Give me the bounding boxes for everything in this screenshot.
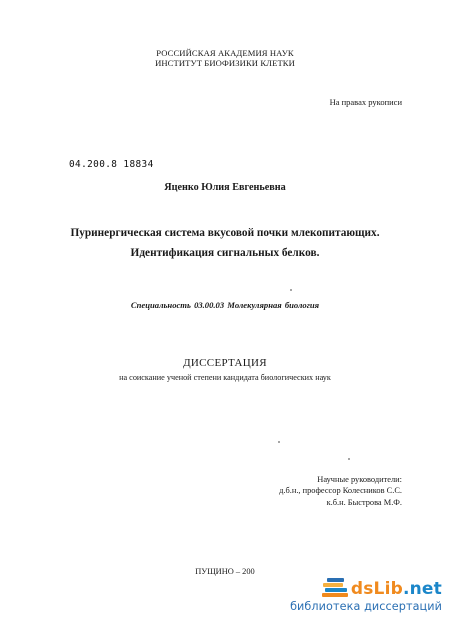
manuscript-note: На правах рукописи bbox=[329, 97, 402, 107]
stacked-books-icon bbox=[320, 577, 350, 599]
advisor-1: д.б.н., профессор Колесников С.С. bbox=[279, 486, 402, 496]
scan-speck bbox=[348, 458, 350, 460]
advisors-heading: Научные руководители: bbox=[317, 475, 402, 484]
thesis-title-line-2: Идентификация сигнальных белков. bbox=[130, 247, 320, 259]
specialty: Специальность 03.00.03 Молекулярная биология bbox=[130, 300, 320, 310]
advisor-2: к.б.н. Быстрова М.Ф. bbox=[326, 497, 402, 507]
watermark-name: dsLib.net bbox=[350, 579, 442, 599]
author-name: Яценко Юлия Евгеньевна bbox=[164, 182, 286, 193]
scan-speck bbox=[290, 289, 292, 291]
thesis-title-line-1: Пуринергическая система вкусовой почки млекопитающих. bbox=[70, 227, 380, 239]
degree-statement: на соискание ученой степени кандидата биологических наук bbox=[119, 373, 331, 382]
city-year: ПУЩИНО – 200 bbox=[195, 567, 255, 576]
advisors-block bbox=[279, 474, 402, 508]
catalog-number: 04.200.8 18834 bbox=[69, 159, 154, 170]
organization-name: РОССИЙСКАЯ АКАДЕМИЯ НАУК bbox=[156, 48, 294, 58]
dslib-watermark bbox=[290, 577, 442, 613]
scan-speck bbox=[278, 441, 280, 443]
watermark-subtitle: библиотека диссертаций bbox=[290, 600, 442, 613]
document-type: ДИССЕРТАЦИЯ bbox=[183, 357, 267, 369]
watermark-brand bbox=[290, 577, 442, 599]
institute-name: ИНСТИТУТ БИОФИЗИКИ КЛЕТКИ bbox=[155, 58, 295, 68]
